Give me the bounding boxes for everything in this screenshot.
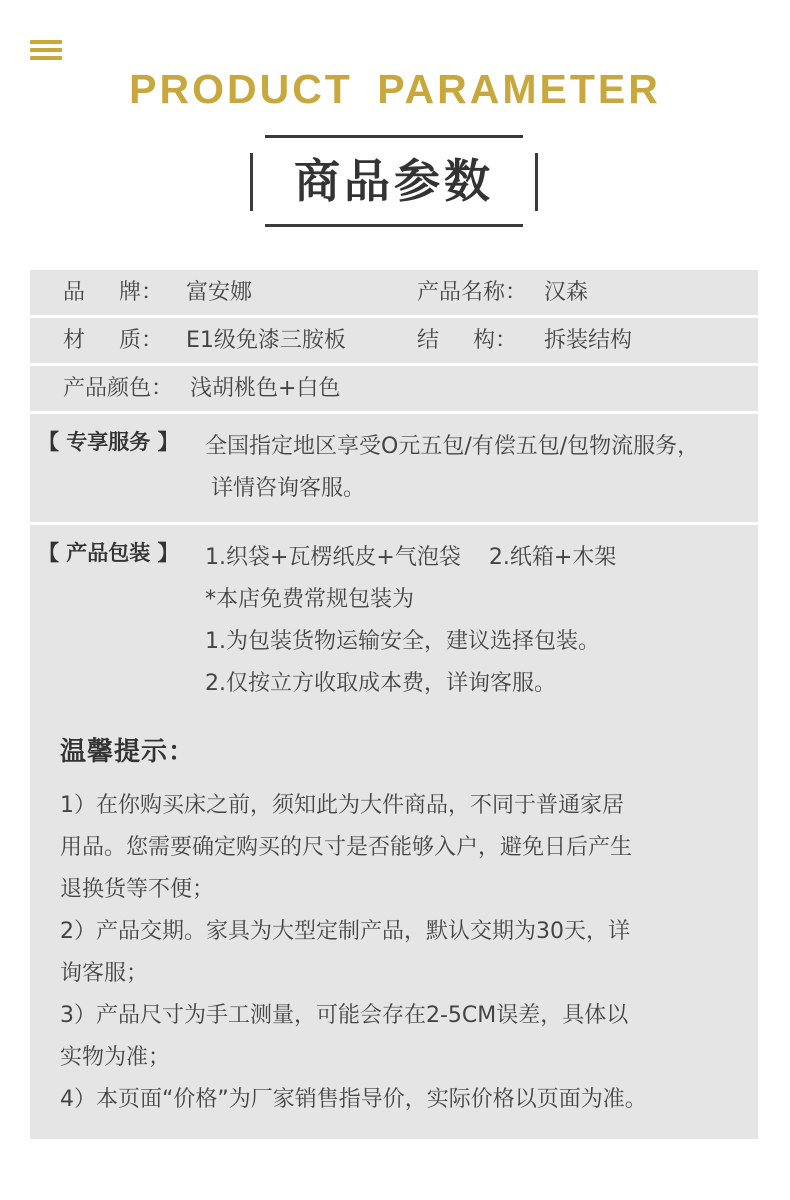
tips-line: 1）在你购买床之前，须知此为大件商品，不同于普通家居	[60, 793, 624, 818]
tips-title: 温馨提示：	[60, 737, 196, 767]
tips-line: 退换货等不便；	[60, 877, 215, 902]
structure-value: 拆装结构	[544, 328, 633, 353]
color-label: 产品颜色：	[63, 376, 174, 401]
param-row-color	[30, 366, 758, 411]
packaging-line: 1.为包装货物运输安全，建议选择包装。	[205, 629, 600, 654]
parameter-table	[30, 270, 758, 722]
tips-line: 用品。您需要确定购买的尺寸是否能够入户，避免日后产生	[60, 835, 633, 860]
tips-line: 询客服；	[60, 961, 149, 986]
packaging-line: 2.仅按立方收取成本费，详询客服。	[205, 671, 556, 696]
param-row-material	[30, 318, 758, 363]
tips-line: 实物为准；	[60, 1045, 171, 1070]
tips-body	[60, 785, 760, 1121]
service-line: 详情咨询客服。	[211, 476, 366, 501]
param-row-brand	[30, 270, 758, 315]
english-title: PRODUCT PARAMETER	[129, 66, 661, 112]
material-label: 材 质：	[63, 328, 163, 353]
menu-icon[interactable]	[30, 38, 62, 62]
brand-label: 品 牌：	[63, 280, 163, 305]
service-label: 【 专享服务 】	[38, 430, 179, 454]
brand-value: 富安娜	[186, 280, 253, 305]
color-value: 浅胡桃色+白色	[190, 376, 341, 401]
name-label: 产品名称：	[417, 280, 528, 305]
tips-panel	[30, 699, 758, 1139]
packaging-line: *本店免费常规包装为	[205, 587, 415, 612]
service-line: 全国指定地区享受O元五包/有偿五包/包物流服务，	[205, 434, 700, 459]
material-value: E1级免漆三胺板	[186, 328, 346, 353]
tips-line: 3）产品尺寸为手工测量，可能会存在2-5CM误差，具体以	[60, 1003, 629, 1028]
service-row	[30, 414, 758, 522]
tips-line: 4）本页面“价格”为厂家销售指导价，实际价格以页面为准。	[60, 1087, 647, 1112]
tips-line: 2）产品交期。家具为大型定制产品，默认交期为30天，详	[60, 919, 630, 944]
structure-label: 结 构：	[417, 328, 517, 353]
name-value: 汉森	[544, 280, 589, 305]
packaging-line: 1.织袋+瓦楞纸皮+气泡袋 2.纸箱+木架	[205, 545, 617, 570]
packaging-row	[30, 525, 758, 719]
page-title: 商品参数	[294, 154, 494, 208]
packaging-label: 【 产品包装 】	[38, 541, 179, 565]
title-frame	[250, 135, 538, 227]
